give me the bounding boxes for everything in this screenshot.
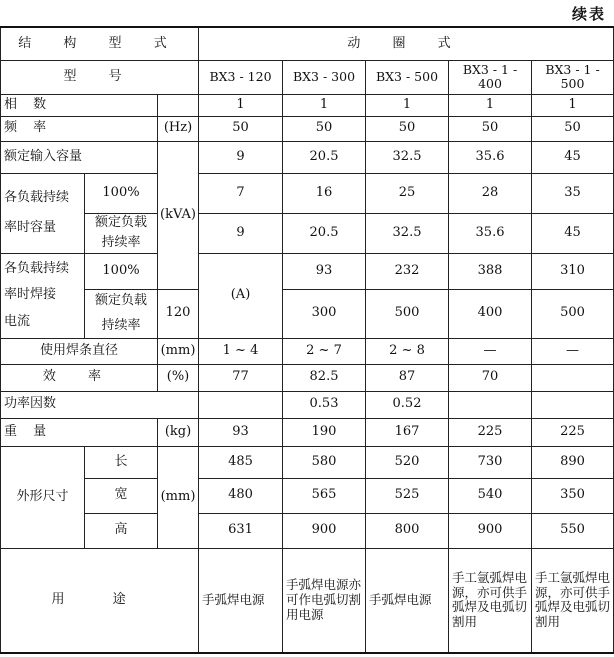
row-electrode	[1, 338, 614, 364]
value-cell: 28	[449, 173, 532, 213]
electrode-unit: (mm)	[158, 338, 199, 364]
width-label: 宽	[85, 478, 158, 513]
load-capacity-label	[1, 173, 85, 253]
value-cell: 82.5	[283, 364, 366, 391]
usage-cell: 手弧焊电源	[366, 548, 449, 653]
frequency-unit: (Hz)	[158, 116, 199, 141]
value-cell: 400	[449, 289, 532, 338]
rated-duty-label-line2: 持续率	[101, 317, 141, 333]
value-cell: 1	[366, 94, 449, 116]
value-cell: 1	[449, 94, 532, 116]
usage-cell: 手弧焊电源	[199, 548, 283, 653]
value-cell: 9	[199, 213, 283, 253]
value-cell: 50	[366, 116, 449, 141]
value-cell: 120	[158, 289, 199, 338]
header-row-models	[1, 60, 614, 94]
load-current-label-line3: 电流	[4, 313, 31, 329]
value-cell: 35.6	[449, 213, 532, 253]
value-cell: 300	[283, 289, 366, 338]
efficiency-unit: (%)	[158, 364, 199, 391]
rated-duty-label-line2: 持续率	[101, 235, 141, 250]
value-cell: 580	[283, 446, 366, 478]
value-cell: 0.53	[283, 391, 366, 418]
value-cell: 500	[366, 289, 449, 338]
rated-duty-label-line1: 额定负载	[94, 214, 147, 230]
duty-100-label: 100%	[85, 253, 158, 289]
dimensions-label: 外形尺寸	[1, 446, 85, 548]
row-capacity-rated	[1, 213, 614, 253]
value-cell: 550	[532, 513, 614, 548]
load-current-label	[1, 253, 85, 338]
usage-label: 用 途	[1, 548, 199, 653]
value-cell: 485	[199, 446, 283, 478]
row-power-factor	[1, 391, 614, 418]
length-label: 长	[85, 446, 158, 478]
value-cell: 1 ~ 4	[199, 338, 283, 364]
value-cell: 525	[366, 478, 449, 513]
model-label: 型 号	[1, 60, 199, 94]
model-cell: BX3 - 300	[283, 60, 366, 94]
value-cell: 50	[283, 116, 366, 141]
duty-100-label: 100%	[85, 173, 158, 213]
value-cell: 45	[532, 213, 614, 253]
value-cell: 890	[532, 446, 614, 478]
row-capacity-100	[1, 173, 614, 213]
load-capacity-label-line2: 率时容量	[4, 220, 57, 235]
value-cell: 232	[366, 253, 449, 289]
electrode-label: 使用焊条直径	[1, 338, 158, 364]
value-cell: 225	[449, 418, 532, 446]
row-usage	[1, 548, 614, 653]
value-cell: 77	[199, 364, 283, 391]
value-cell: 50	[449, 116, 532, 141]
power-factor-label: 功率因数	[1, 391, 199, 418]
row-phases	[1, 94, 614, 116]
value-cell: 800	[366, 513, 449, 548]
value-cell: 1	[199, 94, 283, 116]
model-cell: BX3 - 1 - 500	[532, 60, 614, 94]
value-cell: 20.5	[283, 141, 366, 173]
value-cell: 480	[199, 478, 283, 513]
value-cell: 1	[283, 94, 366, 116]
value-cell: 16	[283, 173, 366, 213]
value-cell: 2 ~ 8	[366, 338, 449, 364]
value-cell: 9	[199, 141, 283, 173]
header-row-structure	[1, 27, 614, 60]
value-cell: 900	[449, 513, 532, 548]
value-cell: 7	[199, 173, 283, 213]
value-cell: 350	[532, 478, 614, 513]
value-cell: 900	[283, 513, 366, 548]
value-cell: 35	[532, 173, 614, 213]
moving-coil-label: 动 圈 式	[199, 27, 614, 60]
rated-duty-label	[85, 213, 158, 253]
value-cell: 87	[366, 364, 449, 391]
value-cell: 520	[366, 446, 449, 478]
value-cell: 20.5	[283, 213, 366, 253]
row-frequency	[1, 116, 614, 141]
welder-spec-table	[0, 26, 614, 654]
value-cell: 93	[199, 418, 283, 446]
value-cell: 70	[449, 364, 532, 391]
row-dim-length	[1, 446, 614, 478]
usage-cell: 手弧焊电源亦可作电弧切割用电源	[283, 548, 366, 653]
usage-cell: 手工氩弧焊电源，亦可供手弧焊及电弧切割用	[532, 548, 614, 653]
row-current-rated	[1, 289, 614, 338]
model-cell: BX3 - 500	[366, 60, 449, 94]
value-cell	[532, 391, 614, 418]
rated-input-label: 额定输入容量	[1, 141, 158, 173]
value-cell: 388	[449, 253, 532, 289]
rated-duty-label-line1: 额定负载	[94, 293, 147, 309]
load-current-label-line1: 各负载持续	[4, 261, 70, 277]
dimensions-unit: (mm)	[158, 446, 199, 548]
load-capacity-label-line1: 各负载持续	[4, 189, 70, 205]
height-label: 高	[85, 513, 158, 548]
value-cell: 25	[366, 173, 449, 213]
value-cell: 190	[283, 418, 366, 446]
value-cell: 35.6	[449, 141, 532, 173]
value-cell: 310	[532, 253, 614, 289]
value-cell: 50	[532, 116, 614, 141]
value-cell: 2 ~ 7	[283, 338, 366, 364]
value-cell: 167	[366, 418, 449, 446]
model-cell: BX3 - 1 - 400	[449, 60, 532, 94]
value-cell: —	[532, 338, 614, 364]
value-cell	[449, 391, 532, 418]
model-cell: BX3 - 120	[199, 60, 283, 94]
continued-label: 续表	[571, 5, 606, 23]
value-cell: 50	[199, 116, 283, 141]
value-cell: 631	[199, 513, 283, 548]
phases-unit	[158, 94, 199, 116]
value-cell: 500	[532, 289, 614, 338]
value-cell: 45	[532, 141, 614, 173]
row-rated-input	[1, 141, 614, 173]
weight-unit: (kg)	[158, 418, 199, 446]
value-cell: 32.5	[366, 141, 449, 173]
value-cell: 225	[532, 418, 614, 446]
value-cell: 93	[283, 253, 366, 289]
value-cell: 540	[449, 478, 532, 513]
row-efficiency	[1, 364, 614, 391]
value-cell: 1	[532, 94, 614, 116]
efficiency-label: 效 率	[1, 364, 158, 391]
row-weight	[1, 418, 614, 446]
structure-type-label: 结 构 型 式	[1, 27, 199, 60]
row-dim-height	[1, 513, 614, 548]
value-cell	[199, 391, 283, 418]
usage-cell: 手工氩弧焊电源，亦可供手弧焊及电弧切割用	[449, 548, 532, 653]
value-cell: 0.52	[366, 391, 449, 418]
row-current-100	[1, 253, 614, 289]
load-current-label-line2: 率时焊接	[4, 287, 57, 303]
value-cell: 565	[283, 478, 366, 513]
frequency-label: 频 率	[1, 116, 158, 141]
rated-duty-label	[85, 289, 158, 338]
value-cell: 32.5	[366, 213, 449, 253]
kva-unit: (kVA)	[158, 141, 199, 289]
phases-label: 相 数	[1, 94, 158, 116]
value-cell	[532, 364, 614, 391]
value-cell: —	[449, 338, 532, 364]
row-dim-width	[1, 478, 614, 513]
ampere-unit: (A)	[199, 253, 283, 338]
value-cell: 730	[449, 446, 532, 478]
weight-label: 重 量	[1, 418, 158, 446]
